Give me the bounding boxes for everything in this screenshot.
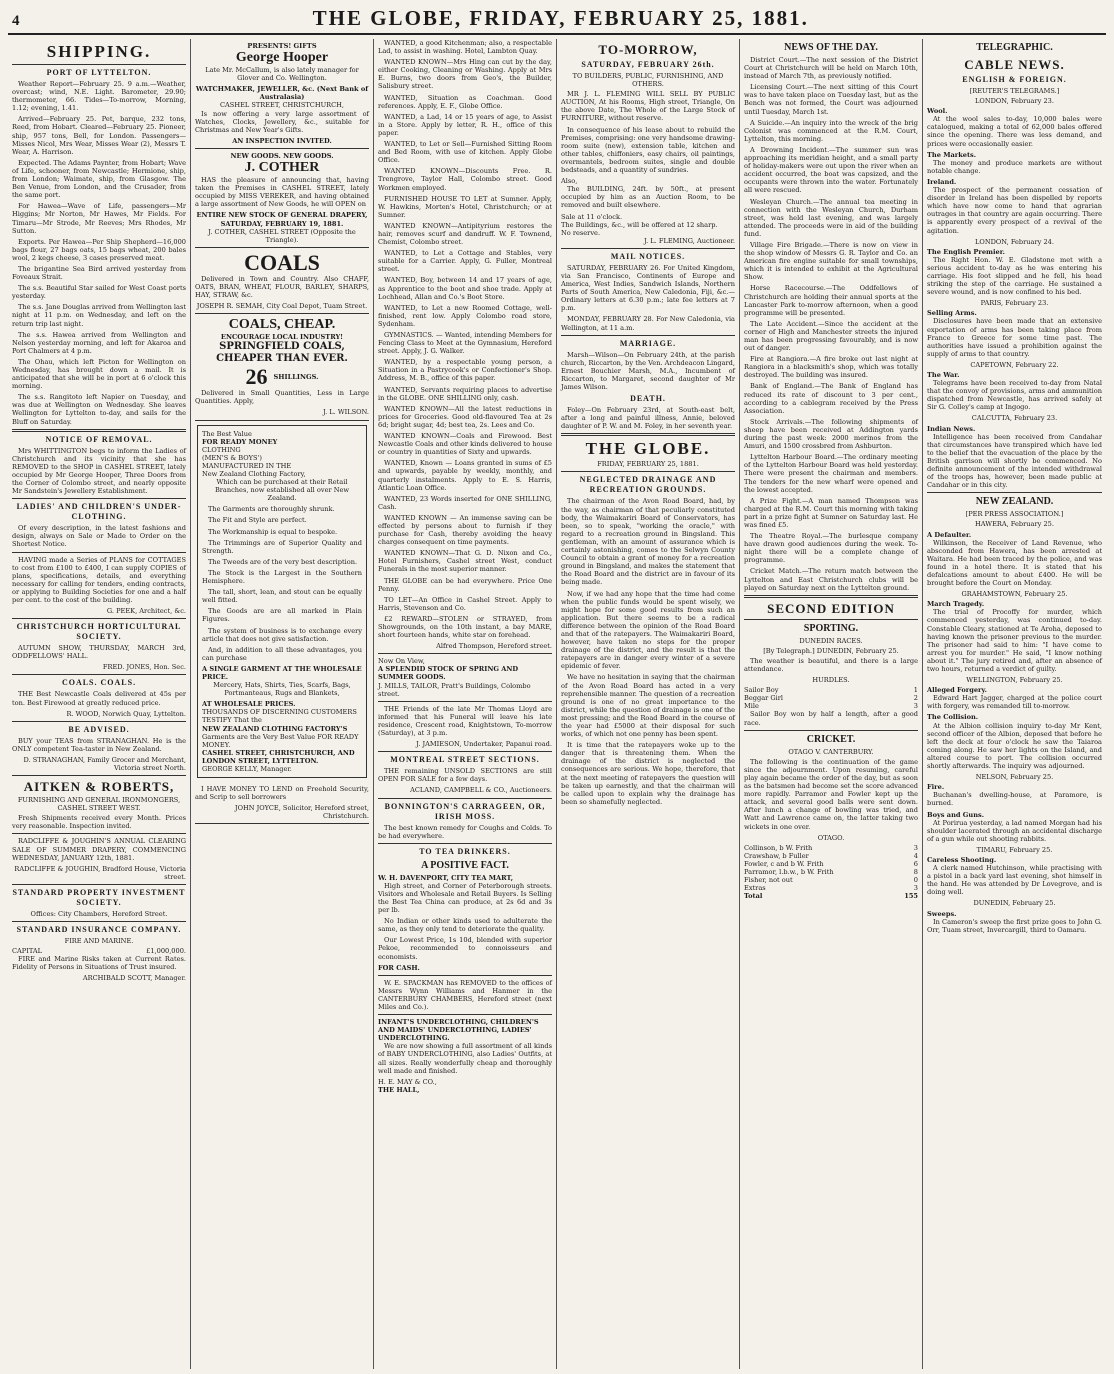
news-item: District Court.—The next session of the District Court at Christchurch will be held on March 10th, instead of March 7th, as previously notified.: [744, 56, 918, 81]
divider: [744, 730, 918, 731]
be-advised-sign: D. STRANAGHAN, Family Grocer and Merchant, Victoria street North.: [23, 755, 186, 772]
careless-report: A clerk named Hutchinson, while practising with a pistol in a back yard last evening, shot himself in the hand. He was attended by Dr Lovegrove, and is doing well.: [927, 864, 1102, 897]
cheap-sign: J. L. WILSON.: [322, 408, 369, 417]
cashel-address: CASHEL STREET, CHRISTCHURCH, AND LONDON STREET, LYTTELTON.: [202, 748, 355, 765]
news-heading: NEWS OF THE DAY.: [784, 42, 878, 53]
mail-notice: MONDAY, FEBRUARY 28. For New Caledonia, via Wellington, at 11 a.m.: [561, 315, 735, 332]
divider: [12, 921, 186, 922]
tragedy-report: The trial of Procoffy for murder, which commenced yesterday, was continued to-day. Constable Cleary, stationed at Te Aroha, deposed to having known the prisoner previous to the murder. The prisoner had said to him: "I have come to arrest you for murder." He said, "I know nothing about it." The jury retired and, after an absence of two hours, returned a verdict of guilty.: [927, 608, 1102, 673]
insurance-heading: STANDARD INSURANCE COMPANY.: [16, 925, 182, 935]
spackman-notice: W. E. SPACKMAN has REMOVED to the offices of Messrs Wynn Williams and Hanmer in the CANTERBURY CHAMBERS, Hereford street (next Miles and Co.).: [378, 978, 552, 1011]
new-goods: NEW GOODS. NEW GOODS.: [230, 151, 334, 160]
notice-removal-heading: NOTICE OF REMOVAL.: [45, 434, 153, 444]
best-value: The Best Value: [202, 429, 252, 438]
news-item: Village Fire Brigade.—There is now on view in the shop window of Messrs G. R. Taylor and Co. an American fire engine suitable for small townships, which it is intended to exhibit at the Agricultural Show.: [744, 240, 918, 282]
springfield: SPRINGFIELD COALS, CHEAPER THAN EVER.: [216, 341, 348, 365]
marriage-notice: Marsh—Wilson—On February 24th, at the parish church, Riccarton, by the Ven. Archdeacon Lingard, Ernest Bouchier Marsh, M.A., Incumbent of Riccarton, to Margaret, second daughter of Mr James Wilson.: [561, 350, 735, 391]
divider: [12, 498, 186, 499]
capital-value: £1,000,000.: [146, 947, 186, 956]
price-row: [195, 365, 369, 389]
careless-heading: Careless Shooting.: [927, 855, 997, 864]
money-to-lend: I HAVE MONEY TO LEND on Freehold Security, and Scrip to sell borrowers: [195, 785, 369, 802]
bonnington-heading: BONNINGTON'S CARRAGEEN, OR, IRISH MOSS.: [384, 801, 546, 821]
sweeps-report: In Cameron's sweep the first prize goes to John G. Orr, Tuam street, Invercargill, third to Oamaru.: [927, 917, 1102, 934]
for-ready: FOR READY MONEY: [202, 437, 278, 446]
shipping-paragraph: The s.s. Jane Douglas arrived from Wellington last night at 11 p.m. on Wednesday, and left on the return trip last night.: [12, 303, 186, 328]
divider: [12, 721, 186, 722]
race-result: Sailor Boy 1: [744, 686, 918, 695]
markets-report: The money and produce markets are without notable change.: [927, 158, 1102, 175]
dateline: LONDON, February 24.: [975, 237, 1054, 246]
coals-heading: COALS. COALS.: [61, 678, 137, 688]
wanted-ad: WANTED, to Let or Sell—Furnished Sitting Room and Bed Room, with use of kitchen. Apply Globe Office.: [378, 140, 552, 165]
column-3: [374, 39, 557, 1369]
let-office: TO LET—An Office in Cashel Street. Apply to Harris, Stevenson and Co.: [378, 595, 552, 612]
news-item: The Late Accident.—Since the accident at the corner of High and Manchester streets the injured man has been progressing favourably, and is now out of danger.: [744, 319, 918, 353]
hooper-body: Late Mr. McCallum, is also lately manager for Glover and Co. Wellington.: [205, 66, 359, 83]
wilson-ad: [195, 314, 369, 420]
shipping-paragraph: The Ohau, which left Picton for Wellington on Wednesday, has brought down a mail. It is anticipated that she will be in port at 6 o'clock this morning.: [12, 357, 186, 391]
divider: [12, 884, 186, 885]
cricket-match: OTAGO V. CANTERBURY.: [788, 747, 874, 756]
plans-sign: G. PEEK, Architect, &c.: [106, 607, 186, 616]
arms-heading: Selling Arms.: [927, 309, 977, 318]
divider: [378, 701, 552, 702]
english-heading: ENGLISH & FOREIGN.: [962, 75, 1067, 84]
markets-heading: The Markets.: [927, 150, 977, 159]
arrived-report: Arrived—February 25. Pet, barque, 232 tons, Reed, from Hobart. Cleared—February 25. Pioneer, ship, 957 tons, Bell, for London. Passengers—Misses Nicol, Mrs Wear, Misses Wear (2), Messrs T. Wear, A. Harrison.: [12, 115, 186, 156]
montreal-notice: THE remaining UNSOLD SECTIONS are still OPEN FOR SALE for a few days.: [378, 767, 552, 784]
coals-notice: THE Best Newcastle Coals delivered at 45s per ton. Best Firewood at greatly reduced price.: [12, 690, 186, 707]
dateline: LONDON, February 23.: [975, 97, 1054, 106]
factory-note: The Stock is the Largest in the Southern Hemisphere.: [202, 568, 362, 586]
also-heading: Also,: [561, 177, 578, 186]
press-assoc: [PER PRESS ASSOCIATION.]: [965, 510, 1064, 519]
standard-heading: STANDARD PROPERTY INVESTMENT SOCIETY.: [12, 887, 186, 907]
wanted-ad: WANTED, Situation as Coachman. Good references. Apply, E. F., Globe Office.: [378, 93, 552, 110]
clothing-title: CLOTHING: [202, 445, 241, 454]
coals-body: Delivered in Town and Country. Also CHAFF, OATS, BRAN, WHEAT, FLOUR, BARLEY, SHARPS, HAY, STRAW, &c.: [195, 274, 369, 299]
may-hall: THE HALL,: [378, 1085, 420, 1094]
bonnington-notice: The best known remedy for Coughs and Colds. To be had everywhere.: [378, 823, 552, 840]
divider: [378, 751, 552, 752]
splendid-stock: A SPLENDID STOCK OF SPRING AND SUMMER GOODS.: [378, 665, 519, 682]
cother-sign: J. COTHER, CASHEL STREET (Opposite the Triangle).: [208, 227, 356, 244]
cother-ad: [195, 149, 369, 248]
positive-fact: A POSITIVE FACT.: [421, 859, 509, 871]
wanted-ad: WANTED KNOWN—Mrs Hing can cut by the day, either Cooking, Cleaning or Washing. Apply at Mrs E. Burns, two doors from Geo's, the Builder, Salisbury street.: [378, 58, 552, 91]
shipping-heading: SHIPPING.: [46, 42, 152, 61]
coals-sign: R. WOOD, Norwich Quay, Lyttelton.: [66, 709, 186, 718]
wanted-ad: WANTED, Known — Loans granted in sums of £5 and upwards, payable by weekly, monthly, and quarterly instalments. Apply to E. S. Harris, Atlantic Loan Office.: [378, 459, 552, 492]
capital-label: CAPITAL: [12, 947, 43, 956]
score-row: Fowler, c and b W. Frith 6: [744, 859, 918, 868]
no-reserve: No reserve.: [561, 228, 601, 237]
cother-entire: ENTIRE NEW STOCK OF GENERAL DRAPERY,: [196, 211, 368, 220]
autumn-show: AUTUMN SHOW, THURSDAY, MARCH 3rd, ODDFELLOWS' HALL.: [12, 644, 186, 661]
wanted-ad: WANTED, Boy, between 14 and 17 years of age, as Apprentice to the boot and shoe trade. Apply at Lochhead, Allan and Co.'s Boot Store.: [378, 276, 552, 301]
clothing-factory-ad: [197, 425, 367, 779]
dateline: HAWERA, February 25.: [975, 520, 1054, 529]
tea-heading: TO TEA DRINKERS.: [419, 846, 511, 856]
ireland-heading: Ireland.: [927, 177, 957, 186]
montreal-sign: ACLAND, CAMPBELL & CO., Auctioneers.: [410, 786, 552, 795]
radcliffe-notice: RADCLIFFE & JOUGHIN'S ANNUAL CLEARING SALE OF SUMMER DRAPERY, COMMENCING WEDNESDAY, JANUARY 12th, 1881.: [12, 837, 186, 862]
hooper-address: CASHEL STREET, CHRISTCHURCH,: [220, 101, 344, 110]
dateline: PARIS, February 23.: [980, 299, 1049, 308]
column-5: [740, 39, 923, 1369]
wanted-ad: GYMNASTICS. — Wanted, intending Members for Fencing Class to Meet at the Gymnasium, Hereford street. Apply, J. G. Walker.: [378, 331, 552, 356]
defaulter-heading: A Defaulter.: [927, 530, 972, 539]
friends-notice: THE Friends of the late Mr Thomas Lloyd are informed that his Funeral will leave his late residence, Crescent road, Knightstown, To-morrow (Saturday), at 3 p.m.: [378, 704, 552, 738]
davenport-body: High street, and Corner of Peterborough streets. Visitors and Wholesale and Retail Buyers. Is Selling the Best Tea China can produce, at 2s 6d and 3s per lb.: [378, 881, 552, 915]
divider: [378, 1014, 552, 1015]
forgery-report: Edward Hart Jagger, charged at the police court with forgery, was remanded till to-morrow.: [927, 694, 1102, 711]
divider: [744, 595, 918, 598]
sweeps-heading: Sweeps.: [927, 909, 957, 918]
purchase-note: Which can be purchased at their Retail Branches, now established all over New Zealand.: [214, 478, 350, 503]
factory-note: The Tweeds are of the very best description.: [208, 557, 358, 566]
aitken-sub: FURNISHING AND GENERAL IRONMONGERS, CASHEL STREET WEST.: [17, 796, 181, 813]
cother-date: SATURDAY, FEBRUARY 19, 1881.: [220, 219, 344, 228]
wool-report: At the wool sales to-day, 10,000 bales were catalogued, making a total of 62,000 bales offered since the opening. There was less demand, and prices were occasionally easier.: [927, 115, 1102, 148]
aitken-body: Fresh Shipments received every Month. Prices very reasonable. Inspection invited.: [12, 814, 186, 831]
shipping-paragraph: The s.s. Beautiful Star sailed for West Coast ports yesterday.: [12, 284, 186, 301]
horticultural-heading: CHRISTCHURCH HORTICULTURAL SOCIETY.: [16, 622, 182, 642]
wanted-ad: WANTED, to Let a Cottage and Stables, very suitable for a Carrier. Apply, G. Fuller, Montreal street.: [378, 249, 552, 274]
wanted-ad: WANTED KNOWN — An immense saving can be effected by persons about to furnish if they purchase for Cash, thereby avoiding the heavy charges consequent on time payments.: [378, 513, 552, 547]
race-results: [744, 686, 918, 710]
nz-heading: NEW ZEALAND.: [975, 496, 1054, 508]
defaulter-report: Wilkinson, the Receiver of Land Revenue, who absconded from Hawera, has been arrested at Waitara. He had been traced by the police, and was found in a hotel there. It is stated that his defalcations amount to about £400. He will be brought before the Court on Monday.: [927, 538, 1102, 588]
divider: [561, 248, 735, 249]
otago-heading: OTAGO.: [817, 833, 845, 842]
thousands: THOUSANDS OF DISCERNING CUSTOMERS TESTIFY That the: [202, 708, 357, 725]
editorial-paragraph: We have no hesitation in saying that the chairman of the Avon Road Board has acted in a very reprehensible manner. The question of a recreation ground is one of no great importance to the district, while the question of drainage is one of the most pressing; and the Road Board in the course of the year had £5000 at their disposal for such works, of which not one penny has been spent.: [561, 673, 735, 739]
dateline: GRAHAMSTOWN, February 25.: [961, 590, 1068, 599]
lowest-price: Our Lowest Price, 1s 10d, blended with superior Pekoe, recommended to connoisseurs and economists.: [378, 936, 552, 961]
divider: [12, 552, 186, 553]
cricket-heading: CRICKET.: [806, 733, 856, 745]
chinese-note: No Indian or other kinds used to adulterate the same, as they only tend to deteriorate the quality.: [378, 917, 552, 934]
score-row: Fisher, not out 0: [744, 876, 918, 885]
death-notice: Foley—On February 23rd, at South-east belt, after a long and painful illness, Annie, beloved daughter of P. W. and M. Foley, in her seventh year.: [561, 406, 735, 431]
by-telegraph: [By Telegraph.] DUNEDIN, February 25.: [763, 646, 899, 655]
wanted-ad: WANTED, a Lad, 14 or 15 years of age, to Assist in a Store. Apply by letter, R. H., office of this paper.: [378, 112, 552, 137]
news-item: A Drowning Incident.—The summer sun was approaching its meridian height, and a small party of holiday-makers were out upon the river when an accident occurred, the boat was capsized, and the occupants were thrown into the water. Fortunately all were rescued.: [744, 145, 918, 195]
may-name: H. E. MAY & CO.,: [378, 1077, 437, 1086]
reuters: [REUTER'S TELEGRAMS.]: [969, 87, 1060, 95]
building-sale: The BUILDING, 24ft. by 50ft., at present occupied by him as an Auction Room, to be removed and built elsewhere.: [561, 185, 735, 210]
factory-note: The tall, short, lean, and stout can be equally well fitted.: [202, 588, 362, 605]
port-heading: PORT OF LYTTELTON.: [46, 68, 152, 77]
divider: [12, 674, 186, 675]
news-item: Wesleyan Church.—The annual tea meeting in connection with the Wesleyan Church, Durham street, was held last evening, and was largely attended. The proceeds were in aid of the building fund.: [744, 197, 918, 238]
weather-fine: The weather is beautiful, and there is a large attendance.: [744, 656, 918, 673]
dateline: DUNEDIN, February 25.: [973, 899, 1056, 908]
globe-date: FRIDAY, FEBRUARY 25, 1881.: [597, 460, 699, 469]
column-2: [191, 39, 374, 1369]
wanted-ad: WANTED, by a respectable young person, a Situation in a Pastrycook's or Confectioner's Shop. Address, M. B., office of this paper.: [378, 358, 552, 383]
friends-sign: J. JAMIESON, Undertaker, Papanui road.: [416, 740, 552, 749]
editorial-paragraph: It is time that the ratepayers woke up to the danger that is threatening them. When the drainage of the district is neglected the consequences are serious. We hope, therefore, that at the next meeting of ratepayers the question will be taken up earnestly, and that the chairman will be called upon to explain why the drainage has been so shamefully neglected.: [561, 741, 735, 806]
divider: [12, 833, 186, 834]
tomorrow-heading: TO-MORROW,: [598, 42, 698, 57]
cother-body: HAS the pleasure of announcing that, having taken the Premises in CASHEL STREET, lately occupied by MISS VEREKER, and having obtained a large assortment of New Goods, he will OPEN on: [195, 176, 369, 209]
divider: [378, 975, 552, 976]
sale-time: Sale at 11 o'clock.: [561, 212, 623, 221]
fire-report: Buchanan's dwelling-house, at Paramore, is burned.: [927, 791, 1102, 808]
single-garment: A SINGLE GARMENT AT THE WHOLESALE PRICE.: [202, 664, 362, 681]
price: 26: [245, 364, 268, 390]
radcliffe-sign: RADCLIFFE & JOUGHIN, Bradford House, Victoria street.: [14, 864, 186, 881]
premier-heading: The English Premier.: [927, 247, 1005, 256]
dateline: TIMARU, February 25.: [976, 845, 1053, 854]
race-result: Mile 3: [744, 702, 918, 711]
news-item: Fire at Rangiora.—A fire broke out last night at Rangiora in a blacksmith's shop, which was totally destroyed. The building was insured.: [744, 355, 918, 380]
tragedy-heading: March Tragedy.: [927, 600, 985, 609]
factory-note: And, in addition to all these advantages, you can purchase: [202, 645, 362, 662]
tailor: J. MILLS, TAILOR, Pratt's Buildings, Colombo street.: [378, 681, 531, 698]
race-note: Sailor Boy won by half a length, after a good race.: [744, 710, 918, 727]
dateline: CAPETOWN, February 22.: [970, 360, 1059, 369]
ireland-report: The prospect of the permanent cessation of disorder in Ireland has been dispelled by reports which have now come to hand that agrarian outrages in that country are again occurring. There is apparently every prospect of a revival of the agitation.: [927, 186, 1102, 235]
indian-heading: Indian News.: [927, 424, 976, 433]
fleming-sale: MR J. L. FLEMING WILL SELL BY PUBLIC AUCTION, At his Rooms, High street, Triangle, On the above Date, The Whole of the Large Stock of FURNITURE, without reserve.: [561, 90, 735, 123]
semah-ad: [195, 248, 369, 314]
montreal-heading: MONTREAL STREET SECTIONS.: [390, 755, 540, 765]
mail-heading: MAIL NOTICES.: [610, 251, 686, 261]
newspaper-title: THE GLOBE, FRIDAY, FEBRUARY 25, 1881.: [312, 6, 809, 30]
insurance-sign: ARCHIBALD SCOTT, Manager.: [82, 974, 186, 983]
ladies-heading: LADIES' AND CHILDREN'S UNDER-CLOTHING.: [16, 502, 182, 522]
news-item: Bank of England.—The Bank of England has reduced its rate of discount to 3 per cent., according to a cablegram received by the Press Association.: [744, 382, 918, 415]
infants-heading: INFANT'S UNDERCLOTHING, CHILDREN'S AND MAIDS' UNDERCLOTHING, LADIES' UNDERCLOTHING.: [378, 1018, 539, 1043]
price-unit: SHILLINGS.: [273, 373, 319, 382]
collision-heading: The Collision.: [927, 713, 979, 722]
coals-title: COALS: [244, 249, 320, 275]
news-item: The Theatre Royal.—The burlesque company have drawn good audiences during the week. To-night there will be a complete change of programme.: [744, 532, 918, 565]
dateline: CALCUTTA, February 23.: [971, 414, 1058, 423]
divider: [561, 335, 735, 336]
aitken-heading: AITKEN & ROBERTS,: [23, 779, 175, 795]
factory-note: The Fit and Style are perfect.: [208, 516, 307, 525]
to-builders: TO BUILDERS, PUBLIC, FURNISHING, AND OTHERS.: [572, 72, 724, 89]
collision-report: At the Albion collision inquiry to-day Mr Kent, second officer of the Albion, deposed that before he left the deck at four o'clock he saw the Taiaroa coming along. He saw her lights on the Island, and altered course to port. The collision occurred shortly afterwards. The inquiry was adjourned.: [927, 721, 1102, 771]
factory-note: The system of business is to exchange every article that does not give satisfaction.: [202, 626, 362, 643]
divider: [12, 64, 186, 65]
otago-score: [744, 844, 918, 901]
exports-report: Exports. Per Hawea—Per Ship Shepherd—16,000 bags flour, 27 bags oats, 15 bags wheat, 200 bales wool, 2 kegs cheese, 3 cases preserved meat.: [12, 237, 186, 262]
cheap-delivery: Delivered in Small Quantities, Less in Large Quantities. Apply,: [195, 389, 369, 406]
dunedin-races: DUNEDIN RACES.: [799, 636, 863, 645]
wholesale: AT WHOLESALE PRICES.: [202, 700, 296, 709]
news-item: Lyttelton Harbour Board.—The ordinary meeting of the Lyttelton Harbour Board was held yesterday. There were present the chairman and members. The tenders for the new wharf were opened and the lowest accepted.: [744, 453, 918, 494]
divider: [744, 619, 918, 620]
plans-notice: HAVING made a Series of PLANS for COTTAGES to cost from £100 to £400, I can supply COPIES of plans, specifications, details, and everything necessary for calling for tenders, ending contracts, or applying to Building Societies for one and a half per cent. to the cost of the building.: [12, 555, 186, 604]
news-item: Stock Arrivals.—The following shipments of sheep have been received at Addington yards during the past week: 2000 merinos from the Amuri, and 1500 crossbred from Ashburton.: [744, 417, 918, 451]
cricket-body: The following is the continuation of the game since the adjournment. Upon resuming, careful play again became the order of the day, but as soon as the batsmen had become set the score advanced more rapidly. Parramor and Fowler kept up the attack, and several good balls were sent down. After lunch a change of bowling was tried, and Watt and Lawrence came on, the latter taking two wickets in one over.: [744, 757, 918, 831]
divider: [378, 843, 552, 844]
wanted-ad: WANTED, Servants requiring places to advertise in the GLOBE. ONE SHILLING only, cash.: [378, 385, 552, 402]
editorial-paragraph: Now, if we had any hope that the time had come when the public funds would be spent wisely, we might hope for some good results from such an application. But there seems to be a radical difference between the opinion of the Road Board and that of the ratepayers. The Waimakariri Board, however, have taken no steps for the proper drainage of the district, and the result is that the ratepayers are in danger every winter of a severe epidemic of fever.: [561, 589, 735, 671]
reward-sign: Alfred Thompson, Hereford street.: [436, 642, 552, 651]
hooper-trade: WATCHMAKER, JEWELLER, &c. (Next Bank of Australasia): [195, 85, 369, 102]
fleming-sign: J. L. FLEMING, Auctioneer.: [643, 236, 735, 245]
wanted-ad: WANTED KNOWN—Discounts Free. R. Trengrove, Taylor Hall, Colombo street. Good Workmen employed.: [378, 167, 552, 192]
mail-notice: SATURDAY, FEBRUARY 26. For United Kingdom, via San Francisco, Continents of Europe and America, West Indies, Sandwich Islands, Northern Parts of South America, New Caledonia, Fiji, &c.—Ordinary letters at 6.30 p.m.; late fee letters at 7 p.m.: [561, 263, 735, 313]
wanted-ad: WANTED, 23 Words inserted for ONE SHILLING, Cash.: [378, 494, 552, 511]
news-item: A Suicide.—An inquiry into the wreck of the brig Colonist was commenced at the R.M. Court, Lyttelton, this morning.: [744, 118, 918, 143]
arms-report: Disclosures have been made that an extensive exportation of arms has been taking place from France to Greece for some time past. The authorities have issued a prohibition against the supply of arms to that country.: [927, 317, 1102, 358]
cheap-sub: ENCOURAGE LOCAL INDUSTRY!: [220, 333, 344, 342]
tomorrow-date: SATURDAY, FEBRUARY 26th.: [581, 60, 715, 69]
cable-heading: CABLE NEWS.: [964, 57, 1065, 72]
notice-removal: Mrs WHITTINGTON begs to inform the Ladies of Christchurch and its vicinity that she has REMOVED to the SHOP in CASHEL STREET, lately occupied by Mr George Hooper, Three Doors from the Corner of Colombo street, and nearly opposite Mr Sandstein's Jewellery Establishment.: [12, 446, 186, 496]
davenport: W. H. DAVENPORT, CITY TEA MART,: [378, 873, 513, 882]
autumn-sign: FRED. JONES, Hon. Sec.: [102, 663, 186, 672]
departure-report: For Hawea—Wave of Life, passengers—Mr Higgins; Mr Norton, Mr Hawes, Mr Fields. For Timaru—Mr Strode, Mr Reeves; Mrs Rhodes, Mr Sutton.: [12, 202, 186, 235]
masthead: [8, 6, 1106, 35]
capital-row: [12, 947, 186, 955]
hooper-text: Is now offering a very large assortment of Watches, Clocks, Jewellery, &c., suitable for Christmas and New Year's Gifts.: [195, 109, 369, 134]
war-report: Telegrams have been received to-day from Natal that the convoy of provisions, arms and ammunition dispatched from Newcastle, has arrived safely at Sir G. Colley's camp at Ingogo.: [927, 379, 1102, 412]
wanted-ad: WANTED KNOWN—Antipityrium restores the hair, removes scurf and dandruff. W. F. Townend, Chemist, Colombo street.: [378, 221, 552, 247]
columns: [8, 39, 1106, 1369]
editorial-heading: NEGLECTED DRAINAGE AND RECREATION GROUNDS.: [579, 475, 717, 495]
nz-clothing-factory: NEW ZEALAND CLOTHING FACTORY'S: [202, 724, 348, 733]
column-4: [557, 39, 740, 1369]
shipping-paragraph: The s.s. Hawea arrived from Wellington and Nelson yesterday morning, and left for Akaroa and Port Chalmers at 4 p.m.: [12, 330, 186, 355]
fire-heading: Fire.: [927, 783, 945, 792]
news-item: Horse Racecourse.—The Oddfellows of Christchurch are holding their annual sports at the Lancaster Park to-morrow afternoon, when a good programme will be presented.: [744, 284, 918, 317]
race-result: Beggar Girl 2: [744, 694, 918, 703]
editorial-paragraph: The chairman of the Avon Road Board, had, by the way, as chairman of that peculiarly constituted body, the Waimakariri Board of Conservators, has been, so to speak, "working the oracle," with regard to a recreation ground in Bingsland. This gentleman, with an amount of assurance which is certainly astonishing, comes to the Selwyn County Council to obtain a grant of money for a recreation ground in Bingsland, and makes the statement that the Road Board and the district are in favour of its being made.: [561, 497, 735, 587]
dateline: WELLINGTON, February 25.: [966, 676, 1063, 685]
factory-note: The Workmanship is equal to bespoke.: [208, 527, 338, 536]
war-heading: The War.: [927, 371, 960, 379]
manager: GEORGE KELLY, Manager.: [202, 765, 292, 773]
factory-note: The Trimmings are of Superior Quality and Strength.: [202, 538, 362, 555]
divider: [378, 653, 552, 654]
hooper-ad: [195, 39, 369, 149]
manufactured: MANUFACTURED IN THE: [202, 461, 292, 470]
divider: [12, 775, 186, 776]
expected-report: Expected. The Adams Paynter, from Hobart; Wave of Life, schooner, from Newcastle; Hermione, ship, from London; Waimate, ship, from Glasgow. The Ben Venue, from London, and the Crusader, from the same port.: [12, 158, 186, 200]
garments-note: Garments are the Very Best Value FOR READY MONEY.: [202, 732, 359, 749]
insurance-body: FIRE and Marine Risks taken at Current Rates. Fidelity of Persons in Situations of Trust insured.: [12, 955, 186, 972]
divider: [561, 471, 735, 472]
ladies-notice: Of every description, in the latest fashions and design, always on Sale or Made to Order on the Shortest Notice.: [12, 524, 186, 549]
score-row: Collinson, b W. Frith 3: [744, 843, 918, 852]
insurance-sub: FIRE AND MARINE.: [64, 937, 134, 946]
infants-notice: We are now showing a full assortment of all kinds of BABY UNDERCLOTHING, also Ladies' Outfits, at all sizes. Really wonderfully cheap and thoroughly well made and finished.: [378, 1042, 552, 1075]
shipping-paragraph: The brigantine Sea Bird arrived yesterday from Foveaux Strait.: [12, 264, 186, 282]
second-edition-heading: SECOND EDITION: [767, 600, 895, 616]
factory-note: The Goods are are all marked in Plain Figures.: [202, 607, 362, 624]
forgery-heading: Alleged Forgery.: [927, 686, 987, 695]
buildings-note: The Buildings, &c., will be offered at 12 sharp.: [561, 220, 718, 229]
cother-name: J. COTHER: [244, 160, 320, 176]
weather-report: Weather Report—February 25. 9 a.m.—Weather, overcast; wind, N.E. Light. Barometer, 29.90; thermometer, 66. Tides—To-morrow, Morning, 1.12; evening, 1.41.: [12, 80, 186, 113]
boys-report: At Porirua yesterday, a lad named Morgan had his shoulder lacerated through an accidental discharge of a gun while out shooting rabbits.: [927, 818, 1102, 843]
for-cash: FOR CASH.: [378, 963, 420, 972]
score-row: Extras 3: [744, 884, 918, 893]
indian-report: Intelligence has been received from Candahar that circumstances have transpired which have led to the belief that the evacuation of the place by the British garrison will shortly be commenced. No definite announcement of the intended withdrawal of the troops has, however, been made public at Candahar or in this city.: [927, 432, 1102, 490]
telegraphic-heading: TELEGRAPHIC.: [976, 42, 1053, 53]
wanted-ad: FURNISHED HOUSE TO LET at Sumner. Apply, W. Hawkins, Morten's Hotel, Christchurch; or at Sumner.: [378, 194, 552, 219]
nz-factory: New Zealand Clothing Factory,: [202, 470, 306, 478]
joyce-ad: [195, 782, 369, 824]
wanted-ad: WANTED KNOWN—All the latest reductions in prices for Groceries. Good old-flavoured Tea at 2s 6d; bright sugar, 4d; best tea, 2s. Lees and Co.: [378, 404, 552, 429]
be-advised-heading: BE ADVISED.: [68, 724, 130, 734]
news-item: Cricket Match.—The return match between the Lyttelton and East Christchurch clubs will be played on Saturday next on the Lyttelton ground.: [744, 567, 918, 592]
divider: [561, 433, 735, 436]
cheap-title: COALS, CHEAP.: [228, 317, 336, 333]
boys-heading: Boys and Guns.: [927, 810, 985, 819]
globe-notice: THE GLOBE can be had everywhere. Price One Penny.: [378, 576, 552, 593]
hurdles: HURDLES.: [812, 676, 850, 685]
divider: [378, 798, 552, 799]
divider: [12, 429, 186, 432]
column-6: [923, 39, 1106, 1369]
money-sign: JOHN JOYCE, Solicitor, Hereford street, Christchurch.: [234, 804, 369, 821]
divider: [12, 618, 186, 619]
wool-heading: Wool.: [927, 107, 948, 116]
coals-sign: JOSEPH R. SEMAH, City Coal Depot, Tuam Street.: [196, 302, 368, 311]
news-item: Licensing Court.—The next sitting of this Court was to have taken place on Tuesday last, but as the Bench was not formed, the Court was adjourned until Tuesday, March 1st.: [744, 83, 918, 116]
wanted-ad: WANTED, to Let a new Roomed Cottage, well-finished, rent low. Apply Colombo road store, Sydenham.: [378, 303, 552, 328]
divider: [927, 492, 1102, 493]
globe-title: THE GLOBE.: [585, 439, 711, 459]
standard-body: Offices: City Chambers, Hereford Street.: [30, 909, 168, 918]
fleming-sale-detail: In consequence of his lease about to rebuild the Premises, comprising: one very handsome drawing-room suite (new), extension table, kitchen and other tables, chiffoniers, easy chairs, oil paintings, overmantels, bedroom suites, single and double bedsteads, and a quantity of sundries.: [561, 125, 735, 175]
reward: £2 REWARD—STOLEN or STRAYED, from Showgrounds, on the 10th instant, a bay MARE, short fourteen hands, white star on forehead.: [378, 614, 552, 640]
marriage-heading: MARRIAGE.: [619, 338, 677, 348]
news-item: A Prize Fight.—A man named Thompson was charged at the R.M. Court this morning with taking part in a prize fight at Sumner on Saturday last. He was fined £5.: [744, 496, 918, 529]
mens: (MEN'S & BOYS'): [202, 453, 262, 462]
wanted-ad: WANTED KNOWN—That G. D. Nixon and Co., Hotel Furnishers, Cashel street West, conduct Funerals in the most superior manner.: [378, 549, 552, 574]
wanted-ad: WANTED, a good Kitchenman; also, a respectable Lad, to assist in washing. Hotel, Lambton Quay.: [378, 39, 552, 56]
sporting-heading: SPORTING.: [803, 622, 859, 634]
score-row: Crawshaw, b Fuller 4: [744, 851, 918, 860]
death-heading: DEATH.: [630, 394, 666, 404]
score-row: Parramor, l.b.w., b W. Frith 8: [744, 867, 918, 876]
score-total: Total 155: [744, 892, 918, 901]
hooper-name: George Hooper: [235, 50, 329, 66]
column-1: [8, 39, 191, 1369]
now-on-view: Now On View,: [378, 657, 425, 666]
premier-report: The Right Hon. W. E. Gladstone met with a serious accident to-day as he was entering his carriage. His foot slipped and he fell, his head striking the step of the carriage. He sustained a severe wound, and is now confined to his bed.: [927, 255, 1102, 297]
wanted-ad: WANTED KNOWN—Coals and Firewood. Best Newcastle Coals and other kinds delivered to house or country in quantities of Sixty and upwards.: [378, 432, 552, 457]
presents-heading: PRESENTS! GIFTS: [247, 42, 317, 50]
dateline: NELSON, February 25.: [975, 773, 1054, 782]
page-number: 4: [12, 13, 20, 29]
factory-note: The Garments are thoroughly shrunk.: [208, 505, 335, 514]
invitation: AN INSPECTION INVITED.: [232, 136, 332, 145]
items: Mercery, Hats, Shirts, Ties, Scarfs, Bags, Portmanteaus, Rugs and Blankets,: [213, 681, 351, 698]
be-advised-notice: BUY your TEAS from STRANAGHAN. He is the ONLY competent Tea-taster in New Zealand.: [12, 736, 186, 753]
shipping-paragraph: The s.s. Rangitoto left Napier on Tuesday, and was due at Wellington on Wednesday. She leaves Wellington for Lyttelton to-day, and sails for the Bluff on Saturday.: [12, 393, 186, 426]
